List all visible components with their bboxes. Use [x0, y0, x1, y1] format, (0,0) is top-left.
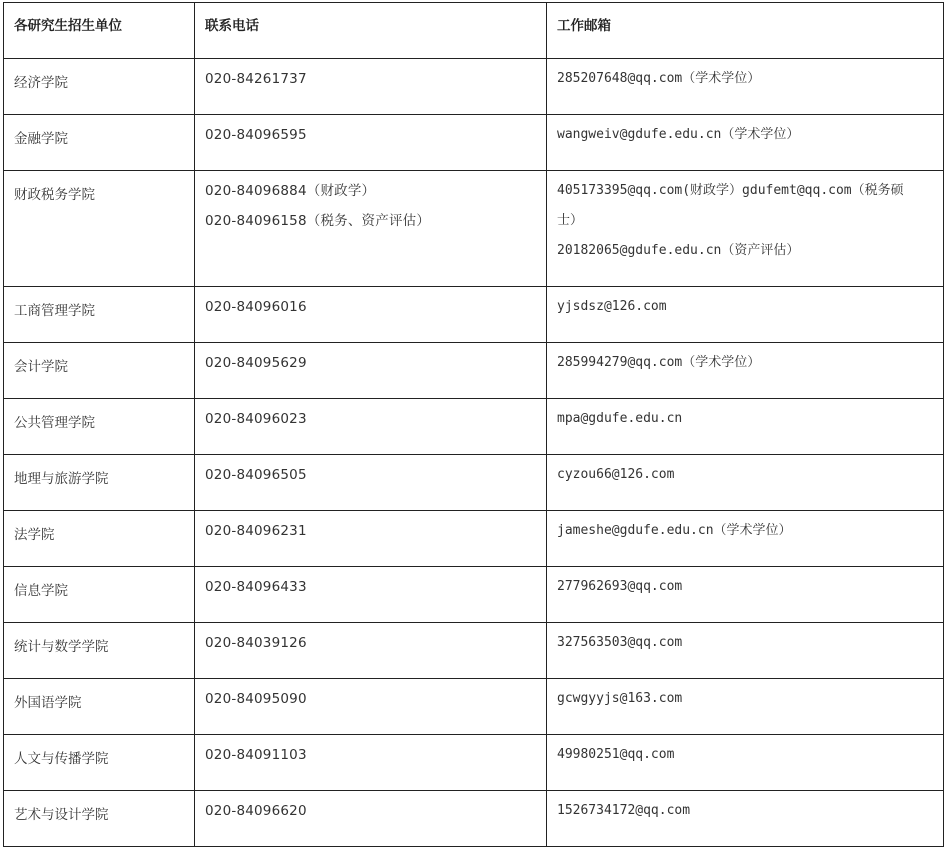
cell-unit: 艺术与设计学院 — [4, 791, 195, 847]
cell-unit: 经济学院 — [4, 59, 195, 115]
cell-email — [547, 623, 944, 679]
cell-phone — [195, 399, 547, 455]
cell-email — [547, 59, 944, 115]
cell-unit: 地理与旅游学院 — [4, 455, 195, 511]
cell-email — [547, 287, 944, 343]
phone-number: 020-84095090 — [205, 691, 307, 707]
phone-number: 020-84096158（税务、资产评估） — [205, 213, 431, 229]
email-address: cyzou66@126.com — [557, 467, 675, 482]
cell-email — [547, 455, 944, 511]
table-row — [4, 343, 944, 399]
phone-number: 020-84096023 — [205, 411, 307, 427]
cell-unit: 人文与传播学院 — [4, 735, 195, 791]
table-row — [4, 59, 944, 115]
header-email: 工作邮箱 — [547, 3, 944, 59]
email-address: mpa@gdufe.edu.cn — [557, 411, 683, 426]
phone-number: 020-84096016 — [205, 299, 307, 315]
email-address: 285207648@qq.com（学术学位） — [557, 71, 761, 86]
phone-number: 020-84095629 — [205, 355, 307, 371]
phone-number: 020-84096620 — [205, 803, 307, 819]
cell-unit: 外国语学院 — [4, 679, 195, 735]
table-row — [4, 511, 944, 567]
table-row — [4, 735, 944, 791]
cell-unit: 工商管理学院 — [4, 287, 195, 343]
cell-email — [547, 171, 944, 287]
phone-number: 020-84039126 — [205, 635, 307, 651]
email-address: 327563503@qq.com — [557, 635, 683, 650]
table-row — [4, 115, 944, 171]
table-header-row — [4, 3, 944, 59]
cell-phone — [195, 343, 547, 399]
cell-email — [547, 115, 944, 171]
cell-phone — [195, 59, 547, 115]
header-unit: 各研究生招生单位 — [4, 3, 195, 59]
email-address: 405173395@qq.com(财政学）gdufemt@qq.com（税务硕 — [557, 183, 904, 198]
cell-email — [547, 511, 944, 567]
email-address: jameshe@gdufe.edu.cn（学术学位） — [557, 523, 792, 538]
cell-phone — [195, 679, 547, 735]
cell-phone — [195, 511, 547, 567]
phone-number: 020-84096595 — [205, 127, 307, 143]
cell-phone — [195, 567, 547, 623]
table-row — [4, 623, 944, 679]
cell-unit: 会计学院 — [4, 343, 195, 399]
cell-email — [547, 343, 944, 399]
phone-number: 020-84261737 — [205, 71, 307, 87]
cell-email — [547, 567, 944, 623]
cell-phone — [195, 455, 547, 511]
phone-number: 020-84091103 — [205, 747, 307, 763]
table-row — [4, 455, 944, 511]
phone-number: 020-84096433 — [205, 579, 307, 595]
email-address: 士） — [557, 213, 584, 228]
email-address: 49980251@qq.com — [557, 747, 675, 762]
cell-phone — [195, 735, 547, 791]
email-address: 20182065@gdufe.edu.cn（资产评估） — [557, 243, 800, 258]
cell-unit: 财政税务学院 — [4, 171, 195, 287]
table-row — [4, 399, 944, 455]
table-row — [4, 171, 944, 287]
cell-email — [547, 679, 944, 735]
table-row — [4, 567, 944, 623]
cell-email — [547, 399, 944, 455]
email-address: 1526734172@qq.com — [557, 803, 691, 818]
email-address: 285994279@qq.com（学术学位） — [557, 355, 761, 370]
phone-number: 020-84096231 — [205, 523, 307, 539]
cell-unit: 公共管理学院 — [4, 399, 195, 455]
header-phone: 联系电话 — [195, 3, 547, 59]
cell-unit: 信息学院 — [4, 567, 195, 623]
phone-number: 020-84096505 — [205, 467, 307, 483]
cell-unit: 金融学院 — [4, 115, 195, 171]
email-address: gcwgyyjs@163.com — [557, 691, 683, 706]
cell-email — [547, 735, 944, 791]
table-row — [4, 679, 944, 735]
cell-phone — [195, 791, 547, 847]
table-row — [4, 791, 944, 847]
table-body — [4, 59, 944, 847]
email-address: yjsdsz@126.com — [557, 299, 667, 314]
cell-phone — [195, 287, 547, 343]
cell-email — [547, 791, 944, 847]
cell-phone — [195, 171, 547, 287]
cell-phone — [195, 623, 547, 679]
table-row — [4, 287, 944, 343]
email-address: 277962693@qq.com — [557, 579, 683, 594]
phone-number: 020-84096884（财政学） — [205, 183, 376, 199]
cell-unit: 法学院 — [4, 511, 195, 567]
email-address: wangweiv@gdufe.edu.cn（学术学位） — [557, 127, 800, 142]
cell-unit: 统计与数学学院 — [4, 623, 195, 679]
cell-phone — [195, 115, 547, 171]
contacts-table — [3, 2, 944, 847]
